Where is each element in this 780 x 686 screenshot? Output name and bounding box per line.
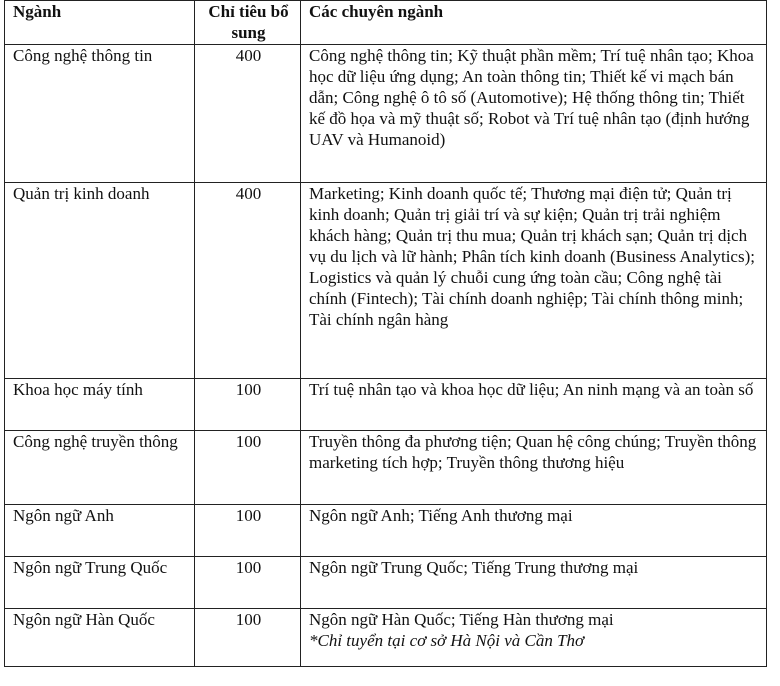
header-specializations: Các chuyên ngành xyxy=(301,1,767,45)
quota-cell: 100 xyxy=(195,379,301,431)
major-cell: Khoa học máy tính xyxy=(5,379,195,431)
table-row xyxy=(5,557,767,609)
major-cell: Ngôn ngữ Trung Quốc xyxy=(5,557,195,609)
specializations-cell: Truyền thông đa phương tiện; Quan hệ công chúng; Truyền thông marketing tích hợp; Truyền thông thương hiệu xyxy=(301,431,767,505)
header-row xyxy=(5,1,767,45)
quota-cell: 100 xyxy=(195,557,301,609)
major-cell: Công nghệ truyền thông xyxy=(5,431,195,505)
table-row xyxy=(5,431,767,505)
majors-table xyxy=(4,0,767,667)
table-row xyxy=(5,379,767,431)
specializations-text: Ngôn ngữ Hàn Quốc; Tiếng Hàn thương mại xyxy=(309,610,614,629)
campus-note: *Chỉ tuyển tại cơ sở Hà Nội và Cần Thơ xyxy=(309,631,585,650)
specializations-cell: Ngôn ngữ Anh; Tiếng Anh thương mại xyxy=(301,505,767,557)
major-cell: Quản trị kinh doanh xyxy=(5,183,195,379)
specializations-cell: Marketing; Kinh doanh quốc tế; Thương mại điện tử; Quản trị kinh doanh; Quản trị giải trí và sự kiện; Quản trị trải nghiệm khách hàng; Quản trị thu mua; Quản trị khách sạn; Quản trị dịch vụ du lịch và lữ hành; Phân tích kinh doanh (Business Analytics); Logistics và quản lý chuỗi cung ứng toàn cầu; Công nghệ tài chính (Fintech); Tài chính doanh nghiệp; Tài chính thông minh; Tài chính ngân hàng xyxy=(301,183,767,379)
specializations-cell xyxy=(301,609,767,667)
header-major: Ngành xyxy=(5,1,195,45)
header-quota: Chỉ tiêu bổ sung xyxy=(195,1,301,45)
table-row xyxy=(5,183,767,379)
table-row xyxy=(5,609,767,667)
specializations-cell: Trí tuệ nhân tạo và khoa học dữ liệu; An ninh mạng và an toàn số xyxy=(301,379,767,431)
quota-cell: 100 xyxy=(195,431,301,505)
major-cell: Công nghệ thông tin xyxy=(5,45,195,183)
specializations-cell: Ngôn ngữ Trung Quốc; Tiếng Trung thương mại xyxy=(301,557,767,609)
table-row xyxy=(5,45,767,183)
major-cell: Ngôn ngữ Hàn Quốc xyxy=(5,609,195,667)
quota-cell: 100 xyxy=(195,505,301,557)
specializations-cell: Công nghệ thông tin; Kỹ thuật phần mềm; Trí tuệ nhân tạo; Khoa học dữ liệu ứng dụng; An toàn thông tin; Thiết kế vi mạch bán dẫn; Công nghệ ô tô số (Automotive); Hệ thống thông tin; Thiết kế đồ họa và mỹ thuật số; Robot và Trí tuệ nhân tạo (định hướng UAV và Humanoid) xyxy=(301,45,767,183)
quota-cell: 400 xyxy=(195,183,301,379)
quota-cell: 100 xyxy=(195,609,301,667)
major-cell: Ngôn ngữ Anh xyxy=(5,505,195,557)
quota-cell: 400 xyxy=(195,45,301,183)
table-row xyxy=(5,505,767,557)
